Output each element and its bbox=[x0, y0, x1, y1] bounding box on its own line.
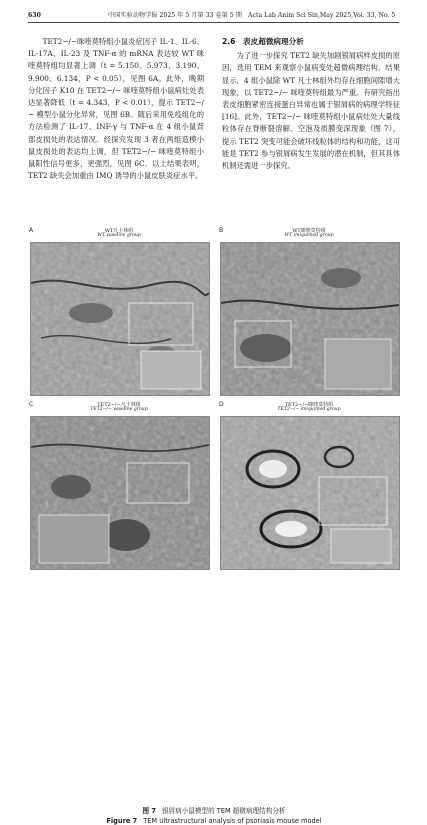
panel-letter: D bbox=[219, 401, 224, 408]
panel-title-zh: WT凡士林组 bbox=[104, 228, 134, 234]
panel-d bbox=[218, 402, 400, 570]
tem-micrograph-c bbox=[30, 416, 210, 570]
figure-caption-text-en: TEM ultrastructural analysis of psoriasis mouse model bbox=[143, 817, 322, 825]
page-number: 630 bbox=[28, 12, 41, 19]
panel-c bbox=[28, 402, 210, 570]
tem-micrograph-d bbox=[220, 416, 400, 570]
panel-title-en: WT imiquimod group bbox=[284, 233, 334, 238]
figure-number-zh: 图 7 bbox=[142, 807, 156, 815]
ultrastructure-paragraph: 为了进一步探究 TET2 缺失加剧银屑病样皮损的原因，选用 TEM 来观察小鼠病变处超微病理结构。结果显示，4 组小鼠除 WT 凡士林组外均存在细胞间隙增大现象，以 TET2−/− 咪喹莫特组最为严重。有研究指出表皮细胞紧密连接蛋白异常也属于银屑病的病理学特征[16]。此外，TET2−/− 咪喹莫特组小鼠病灶处大量线粒体存在脊断裂溶解、空泡及质膜变深现象（图 7），提示 TET2 突变可能会破坏线粒体的结构和功能，这可能是 TET2 参与银屑病发生发展的潜在机制，但其具体机制还需进一步探究。 bbox=[222, 51, 400, 171]
running-header bbox=[28, 10, 399, 23]
right-column bbox=[222, 36, 400, 172]
panel-title-zh: TET2−/−咪喹莫特组 bbox=[284, 402, 334, 408]
figure-number-en: Figure 7 bbox=[106, 817, 138, 825]
tem-micrograph-a bbox=[30, 242, 210, 396]
left-column bbox=[28, 36, 204, 182]
panel-title-en: WT vaseline group bbox=[97, 233, 141, 238]
tem-micrograph-b bbox=[220, 242, 400, 396]
journal-citation: 中国实验动物学报 2025 年 5 月第 33 卷第 5 期 Acta Lab Anim Sci Sin,May 2025,Vol. 33, No. 5 bbox=[108, 12, 396, 19]
figure-7 bbox=[28, 227, 400, 825]
panel-title-en: TET2−/− vaseline group bbox=[90, 407, 148, 412]
panel-b bbox=[218, 228, 400, 396]
panel-letter: C bbox=[29, 401, 34, 408]
panel-letter: B bbox=[219, 227, 224, 234]
figure-caption-text-zh: 银屑病小鼠模型的 TEM 超微病理结构分析 bbox=[161, 807, 286, 815]
figure-caption-en bbox=[28, 817, 400, 825]
section-heading: 2.6 表皮超微病理分析 bbox=[222, 37, 304, 46]
figure-caption-zh bbox=[28, 805, 400, 815]
panel-a bbox=[28, 228, 210, 396]
panel-letter: A bbox=[29, 227, 34, 234]
results-paragraph: TET2−/−咪喹莫特组小鼠炎症因子 IL-1、IL-6、IL-17A、IL-23 及 TNF-α 的 mRNA 表达较 WT 咪喹莫特组均显著上调（t = 5.150、5.973、3.190、9.900、6.134，P < 0.05），见图 6A。此外，晚期分化因子 K10 在 TET2−/− 咪喹莫特组小鼠病灶处表达显著降低（t = 4.343，P < 0.01），提示 TET2−/− 模型小鼠分化异常，见图 6B。随后采用免疫组化的方法检测了 IL-17、INF-γ 与 TNF-α 在 4 组小鼠背部皮损处的表达情况。经探究发现 3 者在两组造模小鼠皮损处的表达均上调，但 TET2−/− 咪喹莫特组小鼠阳性信号更多，更强烈，见图 6C。以上结果表明，TET2 缺失会加重由 IMQ 诱导的小鼠皮肤炎症水平。 bbox=[28, 37, 204, 181]
panel-title-zh: TET2−/−凡士林组 bbox=[97, 402, 141, 408]
panel-title-en: TET2−/− imiquimod group bbox=[277, 407, 341, 412]
panel-title-zh: WT咪喹莫特组 bbox=[292, 228, 326, 234]
